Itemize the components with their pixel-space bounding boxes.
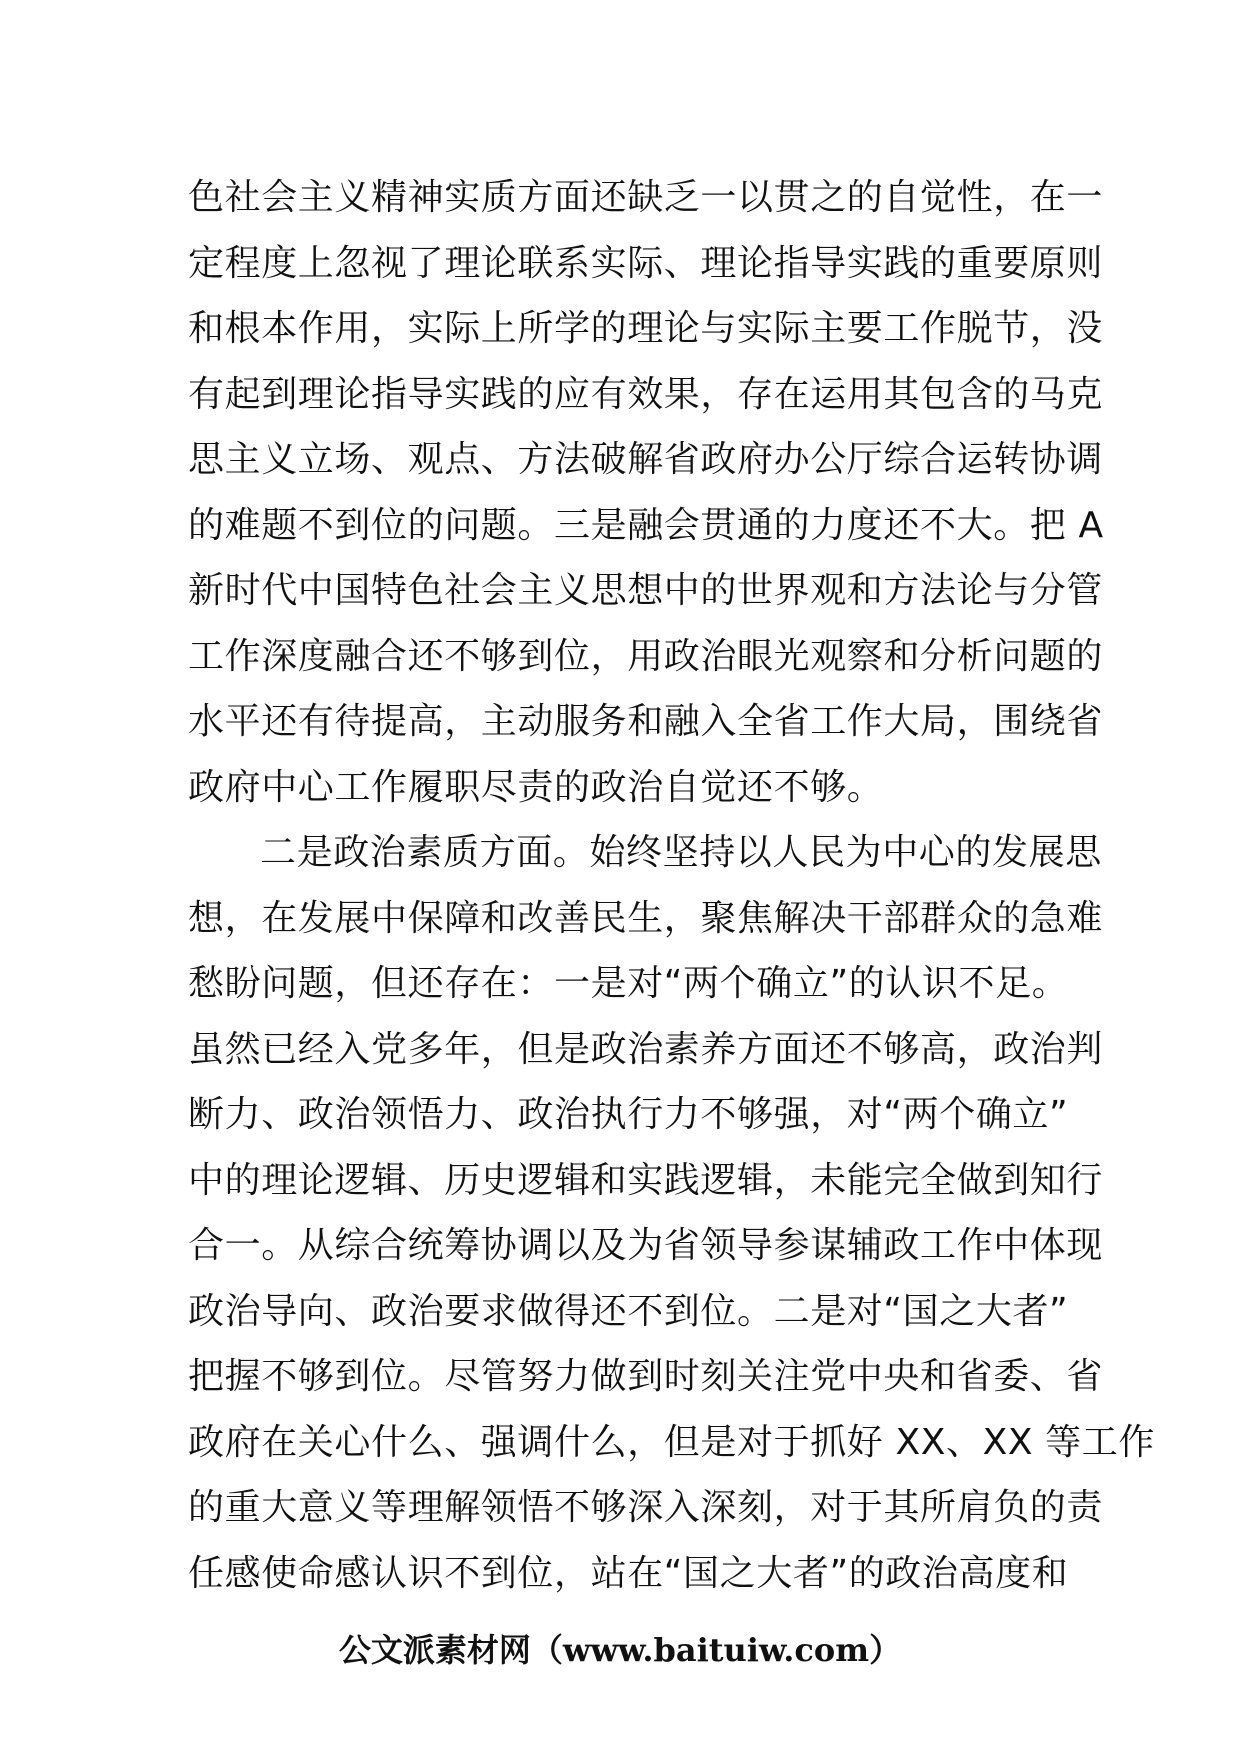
text-line: 政治导向、政治要求做得还不到位。二是对“国之大者” <box>188 1290 1069 1332</box>
text-line: 的重大意义等理解领悟不够深入深刻，对于其所肩负的责 <box>188 1487 1104 1528</box>
text-line: 想，在发展中保障和改善民生，聚焦解决干部群众的急难 <box>188 897 1104 939</box>
text-line: 工作深度融合还不够到位，用政治眼光观察和分析问题的 <box>188 635 1104 677</box>
text-line: 把握不够到位。尽管努力做到时刻关注党中央和省委、省 <box>188 1356 1104 1397</box>
document-body <box>188 165 1155 1606</box>
text-line: 的难题不到位的问题。三是融会贯通的力度还不大。把 A <box>188 504 1104 546</box>
text-line: 中的理论逻辑、历史逻辑和实践逻辑，未能完全做到知行 <box>188 1159 1104 1201</box>
text-line: 色社会主义精神实质方面还缺乏一以贯之的自觉性，在一 <box>188 177 1104 218</box>
text-line: 政府在关心什么、强调什么，但是对于抓好 XX、XX 等工作 <box>188 1421 1155 1463</box>
text-line: 新时代中国特色社会主义思想中的世界观和方法论与分管 <box>188 570 1104 611</box>
text-line: 断力、政治领悟力、政治执行力不够强，对“两个确立” <box>188 1094 1069 1135</box>
text-line: 定程度上忽视了理论联系实际、理论指导实践的重要原则 <box>188 242 1104 284</box>
text-line: 思主义立场、观点、方法破解省政府办公厅综合运转协调 <box>188 439 1104 480</box>
text-line: 水平还有待提高，主动服务和融入全省工作大局，围绕省 <box>188 701 1104 742</box>
text-line: 愁盼问题，但还存在：一是对“两个确立”的认识不足。 <box>188 963 1069 1004</box>
text-line: 和根本作用，实际上所学的理论与实际主要工作脱节，没 <box>188 308 1104 349</box>
footer-watermark: 公文派素材网（www.baituiw.com） <box>338 1631 902 1669</box>
text-line: 任感使命感认识不到位，站在“国之大者”的政治高度和 <box>188 1552 1069 1594</box>
text-line: 政府中心工作履职尽责的政治自觉还不够。 <box>188 766 884 808</box>
text-line: 合一。从综合统筹协调以及为省领导参谋辅政工作中体现 <box>188 1225 1104 1266</box>
text-line: 有起到理论指导实践的应有效果，存在运用其包含的马克 <box>188 373 1104 415</box>
paragraph-start-line: 二是政治素质方面。始终坚持以人民为中心的发展思 <box>260 832 1102 873</box>
text-line: 虽然已经入党多年，但是政治素养方面还不够高，政治判 <box>188 1028 1104 1070</box>
